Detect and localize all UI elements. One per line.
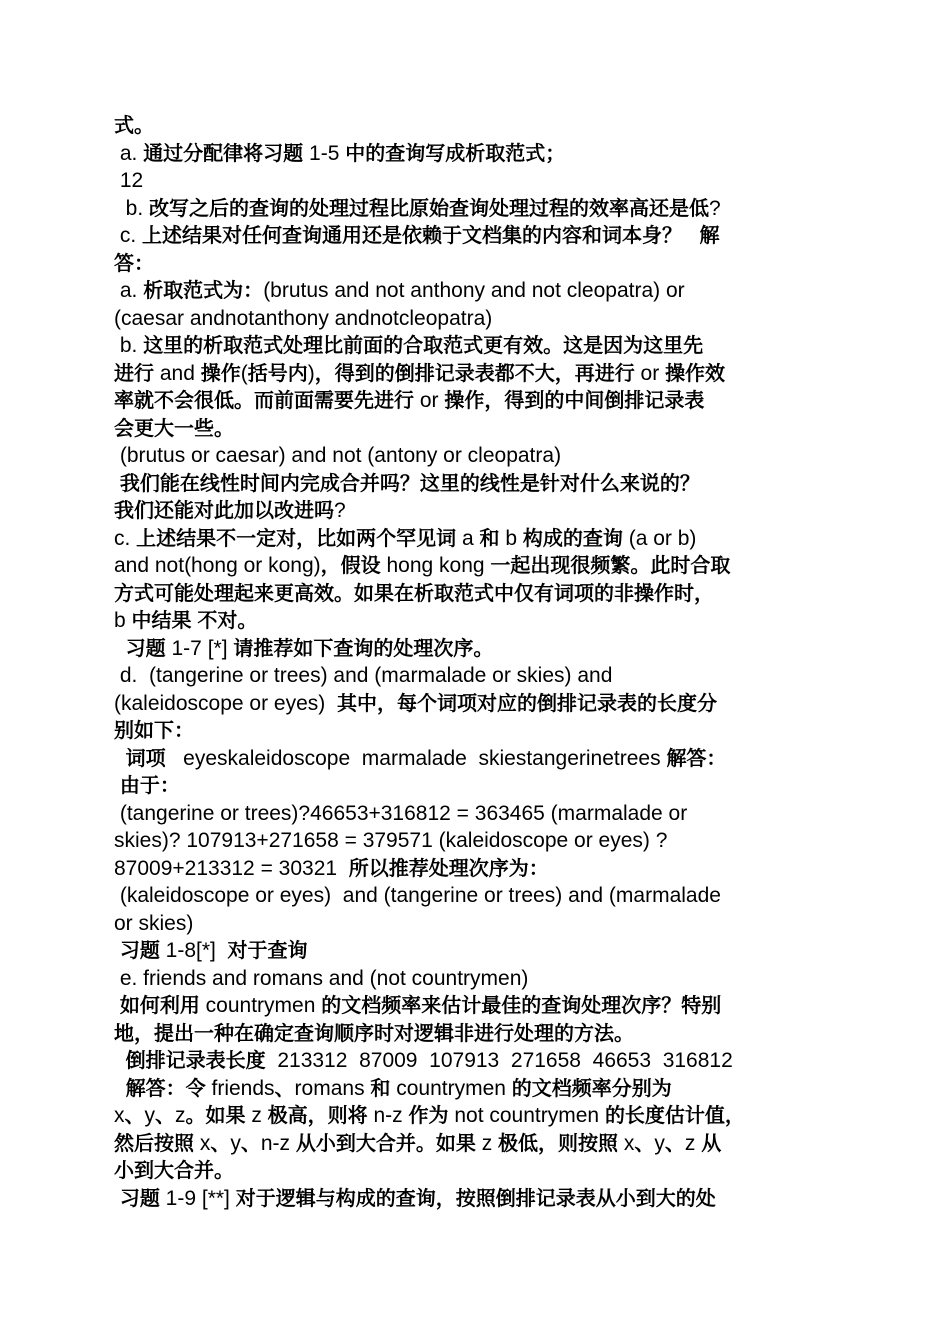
text-line: 解答：令 friends、romans 和 countrymen 的文档频率分别为 [125, 1075, 672, 1100]
text-line: 倒排记录表长度 213312 87009 107913 271658 46653 316812 [125, 1048, 733, 1072]
text-line: 然后按照 x、y、n-z 从小到大合并。如果 z 极低，则按照 x、y、z 从 [114, 1130, 722, 1155]
text-line: 会更大一些。 [114, 415, 234, 440]
text-line: 地，提出一种在确定查询顺序时对逻辑非进行处理的方法。 [114, 1020, 634, 1045]
text-line: 习题 1-8[*] 对于查询 [119, 938, 308, 962]
text-line: or skies) [114, 911, 194, 935]
text-line: a. 通过分配律将习题 1-5 中的查询写成析取范式； [114, 140, 566, 165]
text-line: d. (tangerine or trees) and (marmalade or skies) and [114, 664, 613, 687]
text-line: 12 [114, 169, 144, 192]
text-line: 率就不会很低。而前面需要先进行 or 操作，得到的中间倒排记录表 [114, 388, 705, 412]
text-line: 答： [114, 250, 154, 275]
document-page [114, 112, 840, 1212]
text-line: b. 这里的析取范式处理比前面的合取范式更有效。这是因为这里先 [114, 333, 704, 357]
text-line: and not(hong or kong)，假设 hong kong 一起出现很频繁。此时合取 [114, 553, 731, 577]
text-line: (kaleidoscope or eyes) and (tangerine or trees) and (marmalade [114, 884, 721, 907]
text-line: 习题 1-7 [*] 请推荐如下查询的处理次序。 [125, 635, 494, 660]
text-line: a. 析取范式为：(brutus and not anthony and not cleopatra) or [114, 278, 685, 302]
text-line: (brutus or caesar) and not (antony or cleopatra) [114, 444, 562, 467]
text-line: 习题 1-9 [**] 对于逻辑与构成的查询，按照倒排记录表从小到大的处 [119, 1185, 716, 1210]
text-line: e. friends and romans and (not countrymen) [114, 966, 529, 990]
text-line: b. 改写之后的查询的处理过程比原始查询处理过程的效率高还是低? [114, 195, 721, 220]
text-line: 如何利用 countrymen 的文档频率来估计最佳的查询处理次序？特别 [119, 993, 722, 1017]
text-line: 别如下： [114, 718, 194, 742]
text-line: 式。 [114, 113, 154, 137]
text-line: 我们能在线性时间内完成合并吗？这里的线性是针对什么来说的？ [119, 470, 700, 495]
text-line: 方式可能处理起来更高效。如果在析取范式中仅有词项的非操作时， [114, 580, 714, 605]
text-line: (tangerine or trees)?46653+316812 = 363465 (marmalade or [114, 801, 688, 825]
text-line: 由于： [119, 773, 180, 797]
text-line: b 中结果 不对。 [114, 608, 258, 632]
text-line: 我们还能对此加以改进吗? [114, 498, 346, 522]
text-line: 词项 eyeskaleidoscope marmalade skiestangerinetrees 解答： [125, 745, 727, 770]
text-line: c. 上述结果不一定对，比如两个罕见词 a 和 b 构成的查询 (a or b) [114, 525, 697, 550]
text-line: 进行 and 操作(括号内)，得到的倒排记录表都不大，再进行 or 操作效 [114, 360, 726, 385]
text-line: c. 上述结果对任何查询通用还是依赖于文档集的内容和词本身？ 解 [114, 223, 720, 247]
text-line: 小到大合并。 [114, 1158, 234, 1182]
text-line: (kaleidoscope or eyes) 其中，每个词项对应的倒排记录表的长度分 [114, 690, 717, 715]
text-line: x、y、z。如果 z 极高，则将 n-z 作为 not countrymen 的长度估计值， [114, 1103, 745, 1127]
text-line: skies)? 107913+271658 = 379571 (kaleidoscope or eyes) ? [114, 829, 668, 852]
text-line: (caesar andnotanthony andnotcleopatra) [114, 306, 493, 330]
text-line: 87009+213312 = 30321 所以推荐处理次序为： [114, 855, 549, 880]
